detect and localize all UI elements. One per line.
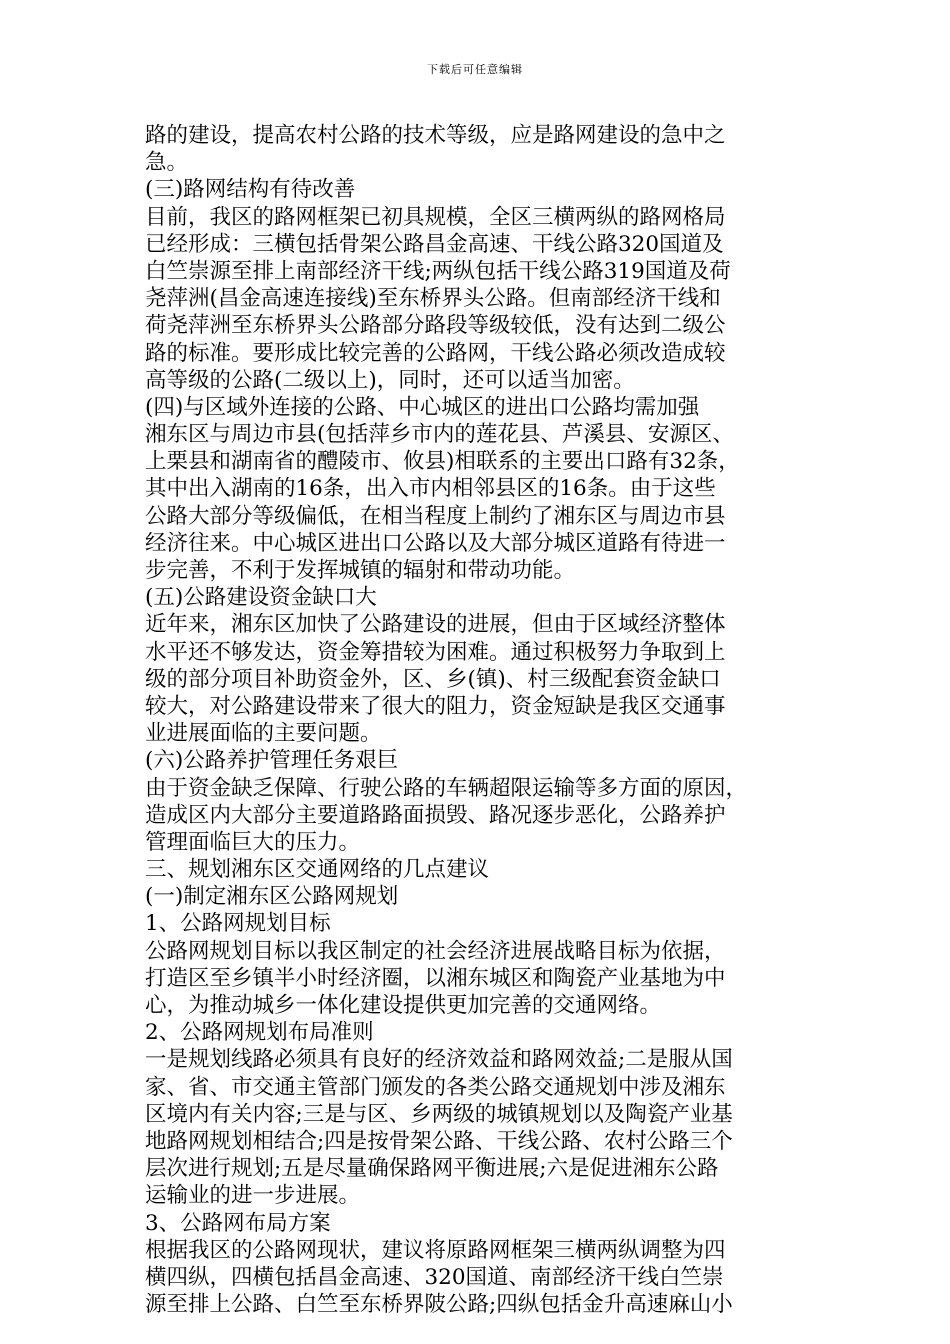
- text-line: 心，为推动城乡一体化建设提供更加完善的交通网络。: [145, 993, 662, 1018]
- body-text: [145, 122, 810, 1318]
- text-line: 2、公路网规划布局准则: [145, 1020, 374, 1046]
- text-line: 管理面临巨大的压力。: [145, 829, 361, 855]
- text-line: (六)公路养护管理任务艰巨: [145, 748, 399, 774]
- text-line: 荷尧萍洲至东桥界头公路部分路段等级较低，没有达到二级公: [145, 313, 726, 339]
- text-line: 经济往来。中心城区进出口公路以及大部分城区道路有待进一: [145, 530, 726, 556]
- text-line: 急。: [145, 150, 189, 176]
- text-line: 水平还不够发达，资金筹措较为困难。通过积极努力争取到上: [145, 639, 726, 665]
- text-line: 湘东区与周边市县(包括萍乡市内的莲花县、芦溪县、安源区、: [145, 422, 734, 448]
- text-line: (四)与区域外连接的公路、中心城区的进出口公路均需加强: [145, 394, 700, 420]
- text-line: (三)路网结构有待改善: [145, 177, 356, 203]
- text-line: 目前，我区的路网框架已初具规模，全区三横两纵的路网格局: [145, 204, 726, 230]
- text-line: 近年来，湘东区加快了公路建设的进展，但由于区域经济整体: [145, 612, 726, 638]
- text-line: (五)公路建设资金缺口大: [145, 585, 377, 611]
- text-line: 上栗县和湖南省的醴陵市、攸县)相联系的主要出口路有32条，: [145, 449, 740, 475]
- text-line: 较大，对公路建设带来了很大的阻力，资金短缺是我区交通事: [145, 693, 726, 719]
- text-line: 层次进行规划;五是尽量确保路网平衡进展;六是促进湘东公路: [145, 1156, 719, 1182]
- text-line: 源至排上公路、白竺至东桥界陂公路;四纵包括金升高速麻山小: [145, 1292, 733, 1318]
- text-line: 三、规划湘东区交通网络的几点建议: [145, 857, 490, 883]
- text-line: 由于资金缺乏保障、行驶公路的车辆超限运输等多方面的原因，: [145, 775, 748, 801]
- text-line: 根据我区的公路网现状，建议将原路网框架三横两纵调整为四: [145, 1237, 726, 1263]
- text-line: 步完善，不利于发挥城镇的辐射和带动功能。: [145, 558, 576, 583]
- text-line: 路的标准。要形成比较完善的公路网，干线公路必须改造成较: [145, 340, 726, 366]
- text-line: 公路大部分等级偏低，在相当程度上制约了湘东区与周边市县: [145, 503, 726, 529]
- text-line: 已经形成：三横包括骨架公路昌金高速、干线公路320国道及: [145, 231, 724, 257]
- page-header: 下载后可任意编辑: [427, 63, 523, 76]
- text-line: 1、公路网规划目标: [145, 911, 331, 937]
- text-line: 打造区至乡镇半小时经济圈，以湘东城区和陶瓷产业基地为中: [145, 965, 726, 991]
- text-line: 造成区内大部分主要道路路面损毁、路况逐步恶化，公路养护: [145, 802, 726, 828]
- text-line: 尧萍洲(昌金高速连接线)至东桥界头公路。但南部经济干线和: [145, 286, 721, 312]
- text-line: 级的部分项目补助资金外，区、乡(镇)、村三级配套资金缺口: [145, 666, 721, 692]
- text-line: 区境内有关内容;三是与区、乡两级的城镇规划以及陶瓷产业基: [145, 1101, 733, 1127]
- text-line: 高等级的公路(二级以上)，同时，还可以适当加密。: [145, 367, 635, 393]
- text-line: 家、省、市交通主管部门颁发的各类公路交通规划中涉及湘东: [145, 1074, 726, 1100]
- text-line: 公路网规划目标以我区制定的社会经济进展战略目标为依据，: [145, 938, 726, 964]
- text-line: 横四纵，四横包括昌金高速、320国道、南部经济干线白竺崇: [145, 1264, 724, 1290]
- text-line: 业进展面临的主要问题。: [145, 721, 382, 747]
- text-line: 路的建设，提高农村公路的技术等级，应是路网建设的急中之: [145, 123, 726, 148]
- text-line: 其中出入湖南的16条，出入市内相邻县区的16条。由于这些: [145, 476, 716, 502]
- text-line: 运输业的进一步进展。: [145, 1183, 361, 1209]
- text-line: 一是规划线路必须具有良好的经济效益和路网效益;二是服从国: [145, 1047, 733, 1073]
- text-line: 3、公路网布局方案: [145, 1210, 331, 1236]
- text-line: 地路网规划相结合;四是按骨架公路、干线公路、农村公路三个: [145, 1128, 733, 1154]
- text-line: 白竺崇源至排上南部经济干线;两纵包括干线公路319国道及荷: [145, 258, 731, 284]
- text-line: (一)制定湘东区公路网规划: [145, 884, 399, 910]
